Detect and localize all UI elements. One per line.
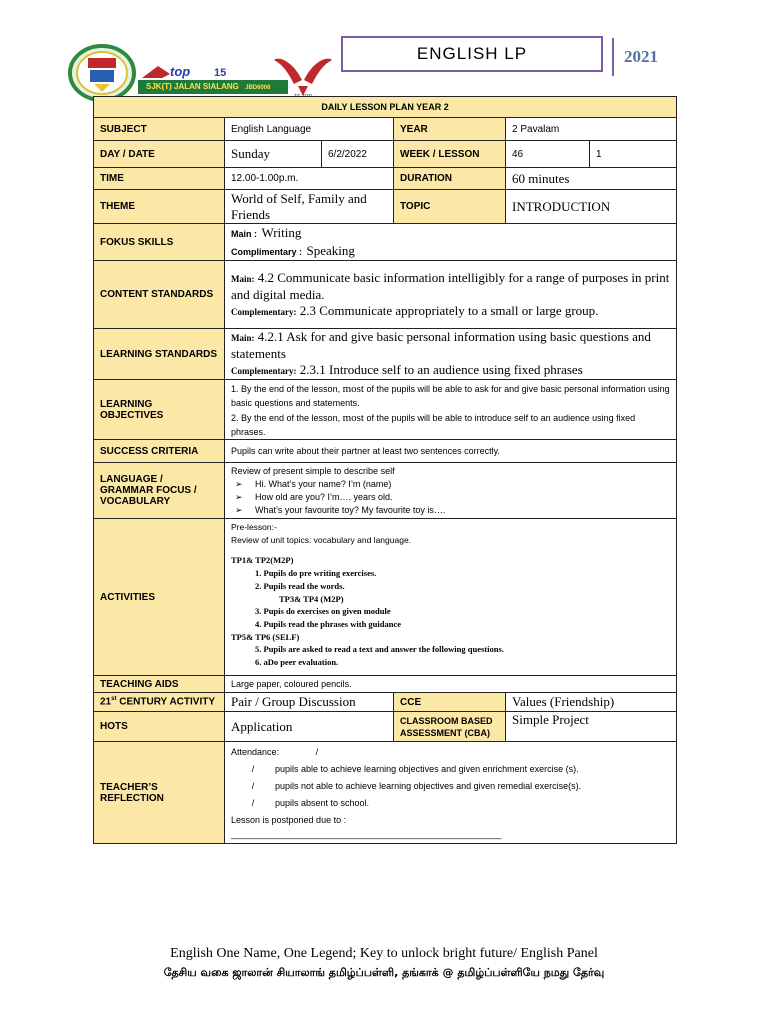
year-value: 2 Pavalam [506, 118, 677, 141]
activity-3: 3. Pupis do exercises on given module [255, 606, 391, 617]
content-comp: 2.3 Communicate appropriately to a small or large group. [299, 302, 599, 318]
objective-1-start: 1. By the end of the lesson, [231, 383, 341, 394]
language-intro: Review of present simple to describe self [231, 466, 395, 476]
activities-label: ACTIVITIES [94, 519, 225, 676]
activity-1: 1. Pupils do pre writing exercises. [255, 568, 377, 579]
attendance-slash: / [315, 747, 319, 757]
year-label: 2021 [612, 38, 674, 76]
day-value: Sunday [225, 141, 322, 168]
comp-skill-label: Complimentary : [231, 247, 303, 257]
learning-comp: 2.3.1 Introduce self to an audience using fixed phrases [299, 362, 583, 377]
subject-value: English Language [225, 118, 394, 141]
reflection-value [225, 742, 677, 844]
wings-emblem [272, 50, 334, 100]
badge-number: 15 [214, 67, 227, 79]
reflection-2: pupils not able to achieve learning objectives and given remedial exercise(s). [275, 781, 582, 791]
reflection-slash: / [251, 798, 255, 808]
week-lesson-label: WEEK / LESSON [394, 141, 506, 168]
activity-5: 5. Pupils are asked to read a text and answer the following questions. [255, 644, 504, 655]
cce-value: Values (Friendship) [506, 693, 677, 712]
footer-tamil-slogan: தேசிய வகை ஜாலான் சியாலாங் தமிழ்ப்பள்ளி, தங்காக் @ தமிழ்ப்பள்ளியே நமது தேர்வு [163, 966, 605, 979]
content-main: 4.2 Communicate basic information intelligibly for a range of purposes in print and digital media. [231, 269, 670, 302]
tp56-heading: TP5& TP6 (SELF) [231, 631, 300, 642]
list-item: ➢ What’s your favourite toy? My favourite toy is…. [255, 504, 670, 517]
svg-text:top: top [170, 64, 191, 79]
topic-value: INTRODUCTION [506, 190, 677, 224]
cce-label: CCE [394, 693, 506, 712]
century-activity-value: Pair / Group Discussion [225, 693, 394, 712]
reflection-3: pupils absent to school. [275, 798, 370, 808]
objective-2-start: 2. By the end of the lesson, [231, 412, 341, 423]
day-date-label: DAY / DATE [94, 141, 225, 168]
objective-2-end: of the pupils will be able to introduce self to an audience using fixed phrases. [231, 412, 636, 437]
century-number: 21 [100, 696, 112, 708]
success-criteria-label: SUCCESS CRITERIA [94, 440, 225, 463]
objective-1-most: most [342, 382, 364, 395]
school-name: SJK(T) JALAN SIALANG [146, 82, 239, 91]
hots-label: HOTS [94, 712, 225, 742]
century-suffix: st [111, 696, 117, 703]
comp-skill: Speaking [306, 243, 355, 258]
lesson-plan-table [93, 96, 677, 844]
duration-value: 60 minutes [506, 168, 677, 190]
week-value: 46 [506, 141, 590, 168]
hots-value: Application [225, 712, 394, 742]
teaching-aids-value: Large paper, coloured pencils. [225, 676, 677, 693]
time-label: TIME [94, 168, 225, 190]
tp12-heading: TP1& TP2(M2P) [231, 555, 294, 566]
reflection-label: TEACHER’S REFLECTION [94, 742, 225, 844]
learning-main: 4.2.1 Ask for and give basic personal information using basic questions and statements [231, 329, 651, 361]
learning-standards-label: LEARNING STANDARDS [94, 329, 225, 380]
century-text: CENTURY ACTIVITY [116, 696, 215, 708]
footer-slogan: English One Name, One Legend; Key to unlock bright future/ English Panel [170, 946, 598, 961]
success-criteria-value: Pupils can write about their partner at least two sentences correctly. [225, 440, 677, 463]
main-skill: Writing [261, 225, 302, 240]
pre-lesson: Pre-lesson:- [231, 522, 277, 532]
list-item: ➢ How old are you? I’m…. years old. [255, 491, 670, 504]
school-logo [68, 44, 136, 102]
content-standards-value [225, 261, 677, 329]
attendance-label: Attendance: [231, 747, 280, 757]
objective-1-end: of the pupils will be able to ask for and give basic personal information using basic questions and statements. [231, 383, 670, 408]
learning-standards-value [225, 329, 677, 380]
reflection-1: pupils able to achieve learning objectives and given enrichment exercise (s). [275, 764, 579, 774]
reflection-slash: / [251, 781, 255, 791]
lesson-value: 1 [590, 141, 677, 168]
theme-value: World of Self, Family and Friends [225, 190, 394, 224]
teaching-aids-label: TEACHING AIDS [94, 676, 225, 693]
cba-label: CLASSROOM BASED ASSESSMENT (CBA) [394, 712, 506, 742]
content-main-label: Main: [231, 273, 255, 284]
cba-value: Simple Project [506, 712, 677, 742]
activity-6: 6. aDo peer evaluation. [255, 657, 339, 668]
postponed-label: Lesson is postponed due to : [231, 815, 347, 825]
theme-label: THEME [94, 190, 225, 224]
activity-4: 4. Pupils read the phrases with guidance [255, 618, 402, 629]
school-name-banner [138, 80, 288, 94]
language-focus-value [225, 463, 677, 519]
content-comp-label: Complementary: [231, 306, 297, 317]
learning-main-label: Main: [231, 333, 255, 343]
learning-comp-label: Complementary: [231, 366, 297, 376]
school-code: JBD6006 [245, 85, 271, 91]
language-focus-label: LANGUAGE / GRAMMAR FOCUS / VOCABULARY [94, 463, 225, 519]
activities-value [225, 519, 677, 676]
reflection-slash: / [251, 764, 255, 774]
table-heading: DAILY LESSON PLAN YEAR 2 [94, 97, 677, 118]
page-title: ENGLISH LP [341, 36, 603, 72]
language-list [231, 478, 670, 517]
date-value: 6/2/2022 [322, 141, 394, 168]
review-topics: Review of unit topics: vocabulary and language. [231, 534, 412, 545]
learning-objectives-label: LEARNING OBJECTIVES [94, 380, 225, 440]
subject-label: SUBJECT [94, 118, 225, 141]
list-item: ➢ Hi. What’s your name? I’m (name) [255, 478, 670, 491]
objective-2-most: most [342, 411, 364, 424]
top-brand-logo [140, 60, 260, 82]
century-activity-label [94, 693, 225, 712]
main-skill-label: Main : [231, 229, 257, 239]
focus-skills-label: FOKUS SKILLS [94, 224, 225, 261]
topic-label: TOPIC [394, 190, 506, 224]
learning-objectives-value [225, 380, 677, 440]
activity-2: 2. Pupils read the words. [255, 580, 345, 591]
tp34-heading: TP3& TP4 (M2P) [279, 593, 344, 604]
year-field-label: YEAR [394, 118, 506, 141]
time-value: 12.00-1.00p.m. [225, 168, 394, 190]
duration-label: DURATION [394, 168, 506, 190]
postponed-line: ______________________________________________________ [231, 829, 502, 839]
focus-skills-value [225, 224, 677, 261]
content-standards-label: CONTENT STANDARDS [94, 261, 225, 329]
